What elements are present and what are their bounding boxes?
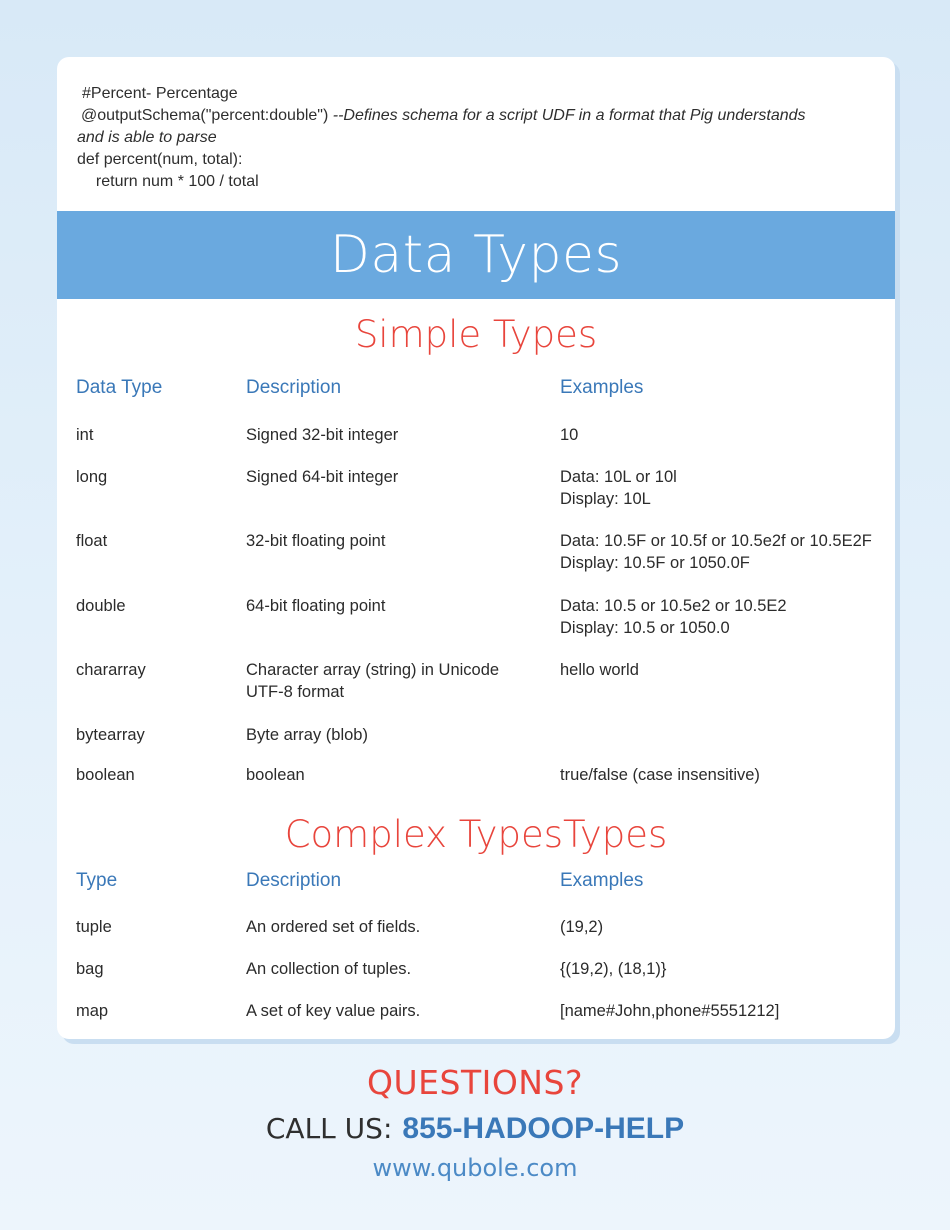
simple-row-type: boolean xyxy=(76,766,135,784)
simple-row-description xyxy=(246,724,536,746)
complex-row-description xyxy=(246,1000,536,1022)
description-line: 32-bit floating point xyxy=(246,532,386,550)
example-line: (19,2) xyxy=(560,918,604,936)
description-line: Character array (string) in Unicode xyxy=(246,661,500,679)
simple-header-description: Description xyxy=(246,377,342,398)
simple-row-type: double xyxy=(76,597,126,615)
simple-header-examples: Examples xyxy=(560,377,644,398)
code-text: @outputSchema("percent:double") xyxy=(81,107,333,124)
code-line: #Percent- Percentage xyxy=(82,85,238,102)
code-snippet xyxy=(77,83,877,193)
example-line: hello world xyxy=(560,661,639,679)
simple-row-examples xyxy=(560,530,890,574)
questions-heading: QUESTIONS? xyxy=(367,1063,583,1102)
complex-header-type: Type xyxy=(76,870,118,891)
example-line: Display: 10.5F or 1050.0F xyxy=(560,554,750,572)
code-comment: and is able to parse xyxy=(77,129,217,146)
example-line: Data: 10.5 or 10.5e2 or 10.5E2 xyxy=(560,597,787,615)
phone-number[interactable]: 855-HADOOP-HELP xyxy=(402,1112,685,1145)
example-line: Display: 10.5 or 1050.0 xyxy=(560,619,730,637)
content-card xyxy=(57,57,895,1039)
example-line: Data: 10.5F or 10.5f or 10.5e2f or 10.5E2F xyxy=(560,532,872,550)
simple-types-title: Simple Types xyxy=(354,313,598,356)
description-line: A set of key value pairs. xyxy=(246,1002,421,1020)
simple-header-type: Data Type xyxy=(76,377,163,398)
call-us-line xyxy=(0,1112,950,1146)
call-us-label: CALL US: xyxy=(265,1112,393,1145)
complex-row-examples xyxy=(560,916,890,938)
simple-row-type: long xyxy=(76,468,108,486)
description-line: An ordered set of fields. xyxy=(246,918,421,936)
complex-row-description xyxy=(246,916,536,938)
complex-row-examples xyxy=(560,1000,890,1022)
simple-row-type: chararray xyxy=(76,661,146,679)
simple-row-examples xyxy=(560,659,890,681)
simple-row-type: int xyxy=(76,426,94,444)
data-types-banner: Data Types xyxy=(57,211,895,299)
code-comment: --Defines schema for a script UDF in a format that Pig understands xyxy=(332,107,806,124)
simple-row-description xyxy=(246,659,536,703)
simple-row-description xyxy=(246,530,536,552)
simple-row-description xyxy=(246,595,536,617)
description-line: boolean xyxy=(246,766,305,784)
code-line: return num * 100 / total xyxy=(87,173,259,190)
simple-row-examples xyxy=(560,764,890,786)
code-line: def percent(num, total): xyxy=(77,151,243,168)
complex-row-type: bag xyxy=(76,960,104,978)
code-line xyxy=(77,105,877,127)
complex-types-title: Complex TypesTypes xyxy=(284,813,668,856)
example-line: Display: 10L xyxy=(560,490,651,508)
description-line: 64-bit floating point xyxy=(246,597,386,615)
simple-row-examples xyxy=(560,595,890,639)
description-line: An collection of tuples. xyxy=(246,960,412,978)
simple-row-description xyxy=(246,466,536,488)
simple-row-examples xyxy=(560,424,890,446)
complex-header-description: Description xyxy=(246,870,342,891)
complex-row-type: map xyxy=(76,1002,109,1020)
description-line: Byte array (blob) xyxy=(246,726,368,744)
simple-row-description xyxy=(246,424,536,446)
description-line: UTF-8 format xyxy=(246,683,345,701)
example-line: true/false (case insensitive) xyxy=(560,766,760,784)
example-line: {(19,2), (18,1)} xyxy=(560,960,667,978)
simple-row-examples xyxy=(560,466,890,510)
complex-row-description xyxy=(246,958,536,980)
complex-row-examples xyxy=(560,958,890,980)
example-line: Data: 10L or 10l xyxy=(560,468,677,486)
complex-header-examples: Examples xyxy=(560,870,644,891)
example-line: 10 xyxy=(560,426,579,444)
simple-row-type: float xyxy=(76,532,108,550)
simple-row-description xyxy=(246,764,536,786)
website-link[interactable]: www.qubole.com xyxy=(372,1154,578,1182)
simple-row-type: bytearray xyxy=(76,726,145,744)
description-line: Signed 64-bit integer xyxy=(246,468,399,486)
complex-row-type: tuple xyxy=(76,918,112,936)
example-line: [name#John,phone#5551212] xyxy=(560,1002,780,1020)
description-line: Signed 32-bit integer xyxy=(246,426,399,444)
